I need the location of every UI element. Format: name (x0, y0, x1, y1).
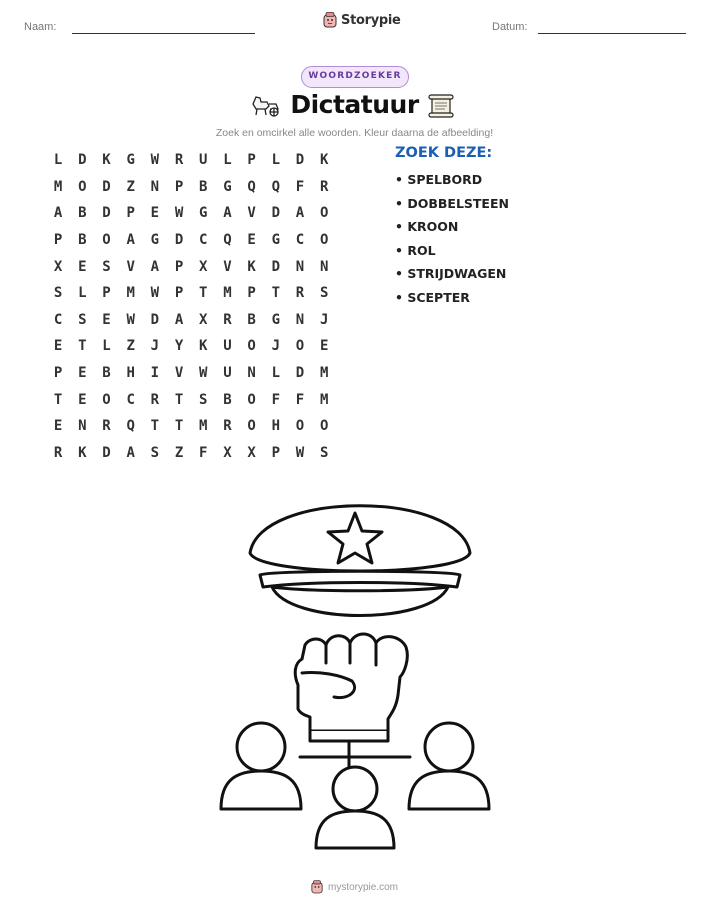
grid-letter[interactable]: X (199, 258, 208, 275)
word-list-item: • ROL (395, 242, 436, 258)
grid-letter[interactable]: O (295, 418, 305, 435)
grid-letter[interactable]: D (271, 258, 280, 275)
grid-letter[interactable]: O (78, 178, 87, 195)
grid-letter[interactable]: V (223, 258, 232, 275)
grid-letter[interactable]: Q (126, 418, 135, 435)
grid-letter[interactable]: D (174, 232, 184, 249)
grid-row (46, 200, 336, 227)
grid-letter[interactable]: P (174, 258, 184, 275)
grid-letter[interactable]: R (223, 418, 232, 435)
grid-letter[interactable]: J (271, 338, 280, 355)
grid-letter[interactable]: P (53, 232, 63, 249)
grid-letter[interactable]: A (126, 232, 135, 249)
grid-letter[interactable]: D (150, 311, 160, 328)
grid-letter[interactable]: R (295, 285, 305, 302)
grid-letter[interactable]: G (126, 152, 135, 169)
grid-row (46, 386, 336, 413)
name-line[interactable] (72, 33, 255, 34)
grid-letter[interactable]: Z (174, 444, 184, 461)
brand-logo (323, 12, 401, 28)
officer-cap-icon (250, 506, 470, 616)
grid-letter[interactable]: A (126, 444, 135, 461)
grid-letter[interactable]: N (295, 311, 305, 328)
grid-letter[interactable]: G (271, 311, 280, 328)
grid-letter[interactable]: R (174, 152, 184, 169)
grid-letter[interactable]: T (174, 418, 184, 435)
grid-letter[interactable]: A (295, 205, 305, 222)
grid-letter[interactable]: D (78, 152, 87, 169)
grid-letter[interactable]: T (53, 391, 63, 408)
grid-letter[interactable]: Q (247, 178, 256, 195)
grid-letter[interactable]: W (126, 311, 135, 328)
word-list-item: • SCEPTER (395, 289, 470, 305)
grid-row (46, 253, 336, 280)
grid-letter[interactable]: O (319, 418, 329, 435)
grid-letter[interactable]: T (199, 285, 208, 302)
grid-letter[interactable]: A (53, 205, 63, 222)
grid-letter[interactable]: W (174, 205, 184, 222)
grid-letter[interactable]: E (53, 338, 63, 355)
grid-letter[interactable]: Z (126, 178, 135, 195)
grid-letter[interactable]: E (150, 205, 160, 222)
grid-row (46, 333, 336, 360)
grid-letter[interactable]: E (78, 258, 87, 275)
grid-letter[interactable]: X (199, 311, 208, 328)
person-left-icon (221, 723, 301, 809)
grid-letter[interactable]: M (199, 418, 208, 435)
grid-letter[interactable]: N (78, 418, 87, 435)
grid-letter[interactable]: L (223, 152, 232, 169)
grid-letter[interactable]: J (319, 311, 329, 328)
grid-letter[interactable]: F (295, 178, 305, 195)
grid-letter[interactable]: O (295, 338, 305, 355)
grid-letter[interactable]: K (78, 444, 87, 461)
name-label: Naam: (24, 21, 57, 33)
grid-letter[interactable]: O (247, 391, 256, 408)
grid-letter[interactable]: L (102, 338, 111, 355)
grid-letter[interactable]: S (102, 258, 111, 275)
worksheet-type-badge: WOORDZOEKER (301, 66, 409, 88)
grid-letter[interactable]: R (223, 311, 232, 328)
word-list-item: • SPELBORD (395, 172, 483, 187)
grid-letter[interactable]: K (319, 152, 329, 169)
grid-letter[interactable]: C (53, 311, 63, 328)
grid-letter[interactable]: R (150, 391, 160, 408)
grid-letter[interactable]: C (295, 232, 305, 249)
grid-letter[interactable]: D (102, 205, 111, 222)
grid-letter[interactable]: P (247, 285, 256, 302)
brand-name: Storypie (341, 12, 401, 28)
grid-letter[interactable]: H (271, 418, 280, 435)
grid-row (46, 440, 336, 467)
grid-letter[interactable]: P (247, 152, 256, 169)
grid-letter[interactable]: I (150, 365, 160, 382)
grid-letter[interactable]: K (102, 152, 111, 169)
grid-letter[interactable]: L (271, 152, 280, 169)
grid-letter[interactable]: B (223, 391, 232, 408)
grid-letter[interactable]: N (247, 365, 256, 382)
grid-letter[interactable]: B (102, 365, 111, 382)
word-list-item: • KROON (395, 219, 459, 234)
grid-letter[interactable]: F (295, 391, 305, 408)
grid-letter[interactable]: W (295, 444, 305, 461)
grid-letter[interactable]: B (247, 311, 256, 328)
grid-letter[interactable]: S (319, 285, 329, 302)
grid-letter[interactable]: L (53, 152, 63, 169)
grid-letter[interactable]: S (78, 311, 87, 328)
grid-letter[interactable]: S (199, 391, 208, 408)
scroll-icon (427, 93, 455, 119)
grid-letter[interactable]: M (319, 391, 329, 408)
grid-letter[interactable]: X (53, 258, 63, 275)
grid-letter[interactable]: L (271, 365, 280, 382)
grid-letter[interactable]: R (319, 178, 329, 195)
grid-letter[interactable]: E (102, 311, 111, 328)
grid-letter[interactable]: O (102, 391, 111, 408)
grid-letter[interactable]: R (53, 444, 63, 461)
grid-letter[interactable]: K (247, 258, 256, 275)
grid-letter[interactable]: D (271, 205, 280, 222)
grid-letter[interactable]: H (126, 365, 135, 382)
grid-row (46, 174, 336, 201)
grid-letter[interactable]: F (199, 444, 208, 461)
date-label: Datum: (492, 21, 528, 33)
instructions: Zoek en omcirkel alle woorden. Kleur daarna de afbeelding! (215, 127, 494, 139)
grid-letter[interactable]: G (150, 232, 160, 249)
grid-letter[interactable]: O (319, 232, 329, 249)
grid-letter[interactable]: D (102, 178, 111, 195)
grid-letter[interactable]: U (223, 338, 232, 355)
grid-letter[interactable]: E (53, 418, 63, 435)
grid-letter[interactable]: P (102, 285, 111, 302)
word-list-item: • STRIJDWAGEN (395, 266, 507, 281)
storypie-mascot-icon (311, 880, 323, 894)
grid-letter[interactable]: B (199, 178, 208, 195)
grid-letter[interactable]: O (247, 338, 256, 355)
grid-letter[interactable]: E (78, 391, 87, 408)
raised-fist-icon (295, 634, 407, 741)
grid-letter[interactable]: G (223, 178, 232, 195)
grid-letter[interactable]: C (199, 232, 208, 249)
grid-letter[interactable]: U (199, 152, 208, 169)
grid-letter[interactable]: A (150, 258, 160, 275)
grid-letter[interactable]: Q (271, 178, 280, 195)
grid-letter[interactable]: W (150, 285, 160, 302)
grid-letter[interactable]: M (126, 285, 135, 302)
grid-letter[interactable]: N (150, 178, 160, 195)
grid-letter[interactable]: T (271, 285, 280, 302)
grid-letter[interactable]: M (53, 178, 63, 195)
word-list-item: • DOBBELSTEEN (395, 195, 509, 211)
grid-letter[interactable]: Q (223, 232, 232, 249)
grid-letter[interactable]: Y (174, 338, 184, 355)
grid-letter[interactable]: M (223, 285, 232, 302)
grid-letter[interactable]: V (174, 365, 184, 382)
grid-letter[interactable]: D (295, 152, 305, 169)
grid-letter[interactable]: B (78, 205, 87, 222)
grid-letter[interactable]: D (295, 365, 305, 382)
grid-letter[interactable]: A (174, 311, 184, 328)
grid-letter[interactable]: U (223, 365, 232, 382)
page-title: Dictatuur (290, 90, 419, 119)
grid-row (46, 360, 336, 387)
grid-letter[interactable]: T (174, 391, 184, 408)
grid-letter[interactable]: S (319, 444, 329, 461)
person-right-icon (409, 723, 489, 809)
grid-letter[interactable]: O (247, 418, 256, 435)
storypie-mascot-icon (323, 12, 337, 28)
person-center-icon (316, 767, 394, 848)
grid-row (46, 413, 336, 440)
grid-letter[interactable]: E (78, 365, 87, 382)
grid-letter[interactable]: T (150, 418, 160, 435)
grid-letter[interactable]: S (150, 444, 160, 461)
grid-letter[interactable]: C (126, 391, 135, 408)
grid-letter[interactable]: P (174, 285, 184, 302)
grid-letter[interactable]: Z (126, 338, 135, 355)
date-line[interactable] (538, 33, 686, 34)
grid-letter[interactable]: S (53, 285, 63, 302)
grid-letter[interactable]: P (271, 444, 280, 461)
grid-letter[interactable]: M (319, 365, 329, 382)
grid-letter[interactable]: N (319, 258, 329, 275)
grid-letter[interactable]: D (102, 444, 111, 461)
grid-letter[interactable]: N (295, 258, 305, 275)
grid-letter[interactable]: W (150, 152, 160, 169)
word-list-title: ZOEK DEZE: (395, 145, 493, 161)
letter-grid (46, 147, 336, 466)
grid-letter[interactable]: E (247, 232, 256, 249)
grid-letter[interactable]: J (150, 338, 160, 355)
footer (0, 880, 709, 894)
grid-letter[interactable]: G (199, 205, 208, 222)
grid-letter[interactable]: B (78, 232, 87, 249)
coloring-illustration (210, 495, 510, 855)
grid-letter[interactable]: P (53, 365, 63, 382)
footer-site-link[interactable]: mystorypie.com (327, 881, 398, 893)
grid-letter[interactable]: O (102, 232, 111, 249)
grid-letter[interactable]: X (223, 444, 232, 461)
grid-letter[interactable]: T (78, 338, 87, 355)
grid-row (46, 307, 336, 334)
grid-letter[interactable]: V (247, 205, 256, 222)
grid-letter[interactable]: O (319, 205, 329, 222)
grid-row (46, 280, 336, 307)
grid-row (46, 227, 336, 254)
grid-row (46, 147, 336, 174)
grid-letter[interactable]: A (223, 205, 232, 222)
grid-letter[interactable]: V (126, 258, 135, 275)
grid-letter[interactable]: P (126, 205, 135, 222)
grid-letter[interactable]: X (247, 444, 256, 461)
grid-letter[interactable]: R (102, 418, 111, 435)
grid-letter[interactable]: F (271, 391, 280, 408)
grid-letter[interactable]: K (199, 338, 208, 355)
grid-letter[interactable]: W (199, 365, 208, 382)
grid-letter[interactable]: E (319, 338, 329, 355)
grid-letter[interactable]: G (271, 232, 280, 249)
grid-letter[interactable]: P (174, 178, 184, 195)
grid-letter[interactable]: L (78, 285, 87, 302)
